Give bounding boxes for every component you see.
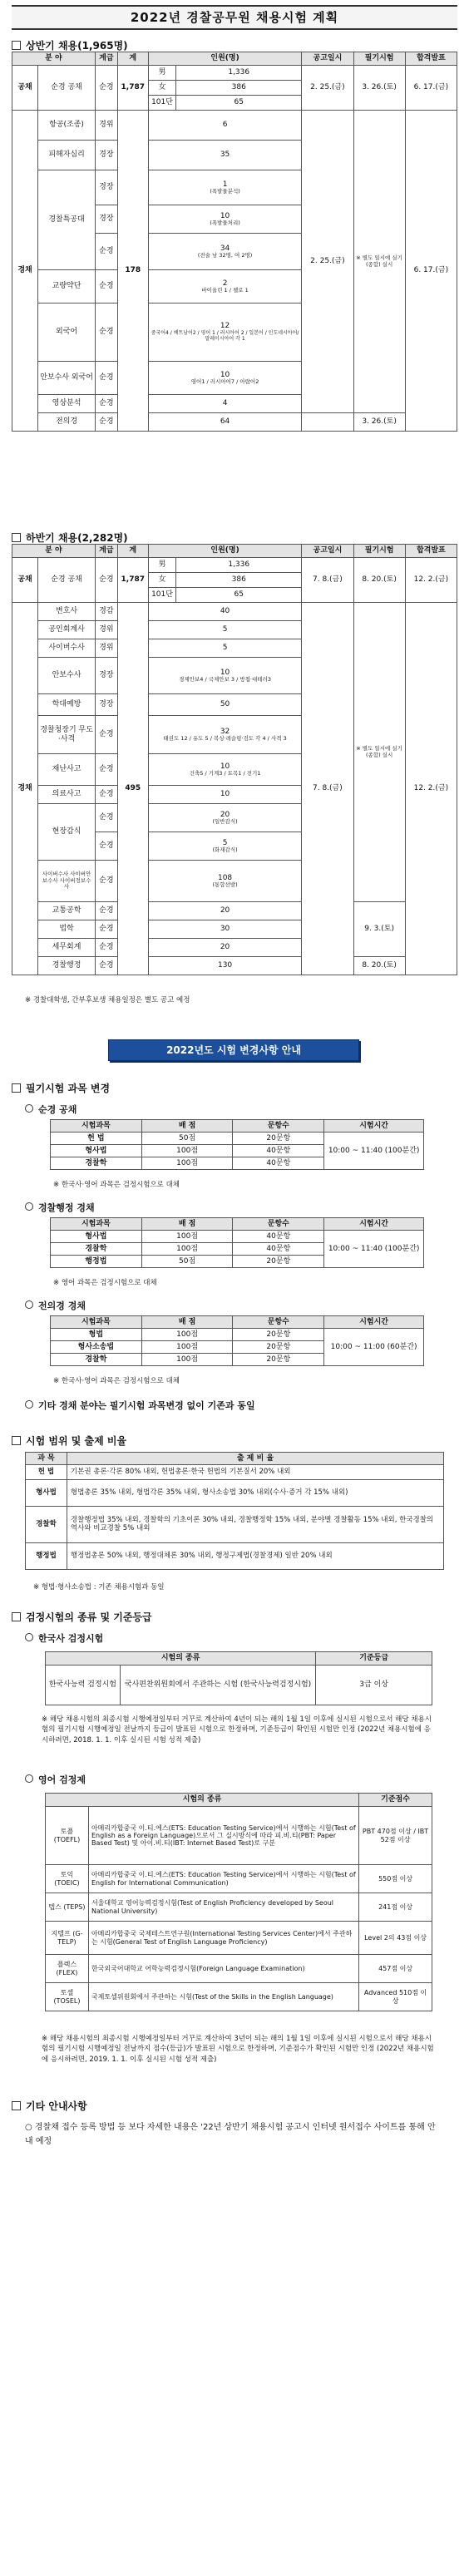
english-table: 시험의 종류 기준점수 토플 (TOEFL) 아메리카합중국 이.티.에스(ETS: Education Testing Service)에서 시행하는 시험(Test of English as a Foreign Language)으로서 그 실시방식에 따라 피.비.티(PBT: Paper Based Test) 및 아이.비.티(IBT: Internet Based Test)로 구분 PBT 470점 이상 / IBT 52점 이상 토익 (TOEIC) 아메리카합중국 이.티.에스(ETS: Education Testing Service)에서 시행하는 시험(Test of English for International Communication) 550점 이상 텝스 (TEPS) 서울대학교 영어능력검정시험(Test of English Proficiency developed by Seoul National University) 241점 이상 지텔프 (G-TELP) 아메리카합중국 국제테스트연구원(International Testing Services Center)에서 주관하는 시험(General Test of English Language Proficiency) Level 2의 43점 이상 플렉스 (FLEX) 한국외국어대학교 어학능력검정시험(Foreign Language Examination) 457점 이상 토셀 (TOSEL) 국제토셀위원회에서 주관하는 시험(Test of the Skills in the English Language) Advanced 510점 이상 [45, 1793, 432, 2011]
english-note: ※ 해당 채용시험의 최종시험 시행예정일부터 거꾸로 계산하여 3년이 되는 해의 1월 1일 이후에 실시된 시험으로서 해당 채용시험의 필기시험 시행예정일 전날까지 점수(등급)가 발표된 시험으로 한정하며, 기준점수가 확인된 시험만 인정 (2022년 채용시험에 응시하려면, 2019. 1. 1. 이후 실시된 시험 성적 제출) [42, 2035, 434, 2064]
circle-bullet-icon [25, 1104, 33, 1113]
ex-police-subheading: 전의경 경채 [25, 1299, 86, 1312]
checkbox-icon [12, 1436, 21, 1445]
ex-police-subject-table: 시험과목 배 점 문항수 시험시간 형법 100점 20문항 10:00 ~ 11:00 (60분간) 형사소송법 100점 20문항 경찰학 100점 20문항 [50, 1315, 424, 1366]
history-subheading: 한국사 검정시험 [25, 1631, 103, 1645]
other-heading: 기타 안내사항 [12, 2099, 87, 2113]
circle-bullet-icon [25, 1202, 33, 1211]
scope-table: 과 목 출 제 비 율 헌 법 기본권 총론·각론 80% 내외, 헌법총론·한국 헌법의 기본질서 20% 내외 형사법 형법총론 35% 내외, 형법각론 35% 내외, 형사소송법 30% 내외(수사·증거 각 15% 내외) 경찰학 경찰행정법 35% 내외, 경찰학의 기초이론 30% 내외, 경찰행정학 15% 내외, 분야별 경찰활동 15% 내외, 한국경찰의 역사와 비교경찰 5% 내외 행정법 행정법총론 50% 내외, 행정대체론 30% 내외, 행정구제법(경찰경제) 일반 20% 내외 [25, 1452, 444, 1570]
circle-bullet-icon [25, 1774, 33, 1783]
circle-bullet-icon [25, 1400, 33, 1409]
other-fields-note: 기타 경채 분야는 필기시험 과목변경 없이 기존과 동일 [25, 1399, 255, 1412]
scope-heading: 시험 범위 및 출제 비율 [12, 1434, 126, 1448]
page-title: 2022년 경찰공무원 채용시험 계획 [12, 5, 457, 30]
public-subject-table: 시험과목 배 점 문항수 시험시간 헌 법 50점 20문항 10:00 ~ 11:40 (100분간) 형사법 100점 40문항 경찰학 100점 40문항 [50, 1119, 424, 1170]
changes-banner: 2022년도 시험 변경사항 안내 [108, 1039, 359, 1061]
admin-subject-table: 시험과목 배 점 문항수 시험시간 형사법 100점 40문항 10:00 ~ 11:40 (100분간) 경찰학 100점 40문항 행정법 50점 20문항 [50, 1217, 424, 1268]
checkbox-icon [12, 1612, 21, 1621]
checkbox-icon [12, 1083, 21, 1093]
second-half-heading: 하반기 채용(2,282명) [12, 530, 128, 545]
checkbox-icon [12, 533, 21, 542]
schedule-footnote: ※ 경찰대학생, 간부후보생 채용일정은 별도 공고 예정 [25, 996, 190, 1004]
other-text: ○ 경찰채 접수 등록 방법 등 보다 자세한 내용은 '22년 상반기 채용시험 공고시 인터넷 원서접수 사이트를 통해 안내 예정 [25, 2123, 436, 2146]
written-heading: 필기시험 과목 변경 [12, 1081, 110, 1095]
admin-subheading: 경찰행정 경채 [25, 1201, 95, 1214]
history-note: ※ 해당 채용시험의 최종시험 시행예정일부터 거꾸로 계산하여 4년이 되는 해의 1월 1일 이후에 실시된 시험으로서 해당 채용시험의 필기시험 시행예정일 전날까지 등급이 발표된 시험으로 한정하며, 기준등급이 확인된 시험만 인정 (2022년 채용시험에 응시하려면, 2018. 1. 1. 이후 실시된 시험 성적 제출) [42, 1715, 432, 1744]
circle-bullet-icon [25, 1300, 33, 1309]
checkbox-icon [12, 41, 21, 50]
circle-bullet-icon [25, 1633, 33, 1641]
first-half-heading: 상반기 채용(1,965명) [12, 38, 128, 52]
history-table: 시험의 종류 기준등급 한국사능력 검정시험 국사편찬위원회에서 주관하는 시험 (한국사능력검정시험) 3급 이상 [45, 1651, 432, 1705]
first-half-table: 분 야 계급 계 인원(명) 공고일시 필기시험 합격발표 공채 순경 공채 순경 1,787 男 1,336 2. 25.(금) 3. 26.(토) 6. 17.(금) 女 386 101단 65 경채 항공(조종) 경위 178 6 2. 25.(금) ※ 별도 일시에 실기(종합) 실시 6. 17.(금) 피해자심리 경장 35 경찰특공대 경장 1 (폭발물분석) 경장 10 (폭발물처리) 순경 34 (전술 남 32명, 여 2명) 교량약단 순경 2 바이올린 1 / 첼로 1 외국어 순경 12 중국어4 / 베트남어2 / 영어 1 / 러시아어 2 / 일본어 / 인도네시아어/말레이시아어 각 1 안보수사 외국어 순경 10 영어1 / 러시아어7 / 아랍어2 영상분석 순경 4 전의경 순경 64 3. 26.(토) [12, 52, 457, 432]
english-subheading: 영어 검정제 [25, 1773, 86, 1786]
certs-heading: 검정시험의 종류 및 기준등급 [12, 1610, 152, 1624]
checkbox-icon [12, 2101, 21, 2110]
second-half-table: 분 야 계급 계 인원(명) 공고일시 필기시험 합격발표 공채 순경 공채 순경 1,787 男 1,336 7. 8.(금) 8. 20.(토) 12. 2.(금) 女 386 101단 65 경채 변호사 경감 495 40 7. 8.(금) ※ 별도 일시에 실기(종합) 실시 12. 2.(금) 공인회계사 경위 5 사이버수사 경위 5 안보수사 경장 10 경제안보4 / 국제안보 3 / 방첩·대테러3 학대예방 경장 50 경찰청장기 무도·사격 순경 32 태권도 12 / 유도 5 / 복싱·레슬링·검도 각 4 / 사격 3 재난사고 순경 10 건축5 / 기계3 / 토목1 / 전기1 의료사고 순경 10 현장감식 순경 20 (일반감식) 순경 5 (화재감식) 사이버수사 사이버안보수사 사이버정보수사 순경 108 (통합선발) 교통공학 순경 20 9. 3.(토) 법학 순경 30 세무회계 순경 20 경찰행정 순경 130 8. 20.(토) [12, 544, 457, 975]
public-subheading: 순경 공채 [25, 1103, 77, 1116]
